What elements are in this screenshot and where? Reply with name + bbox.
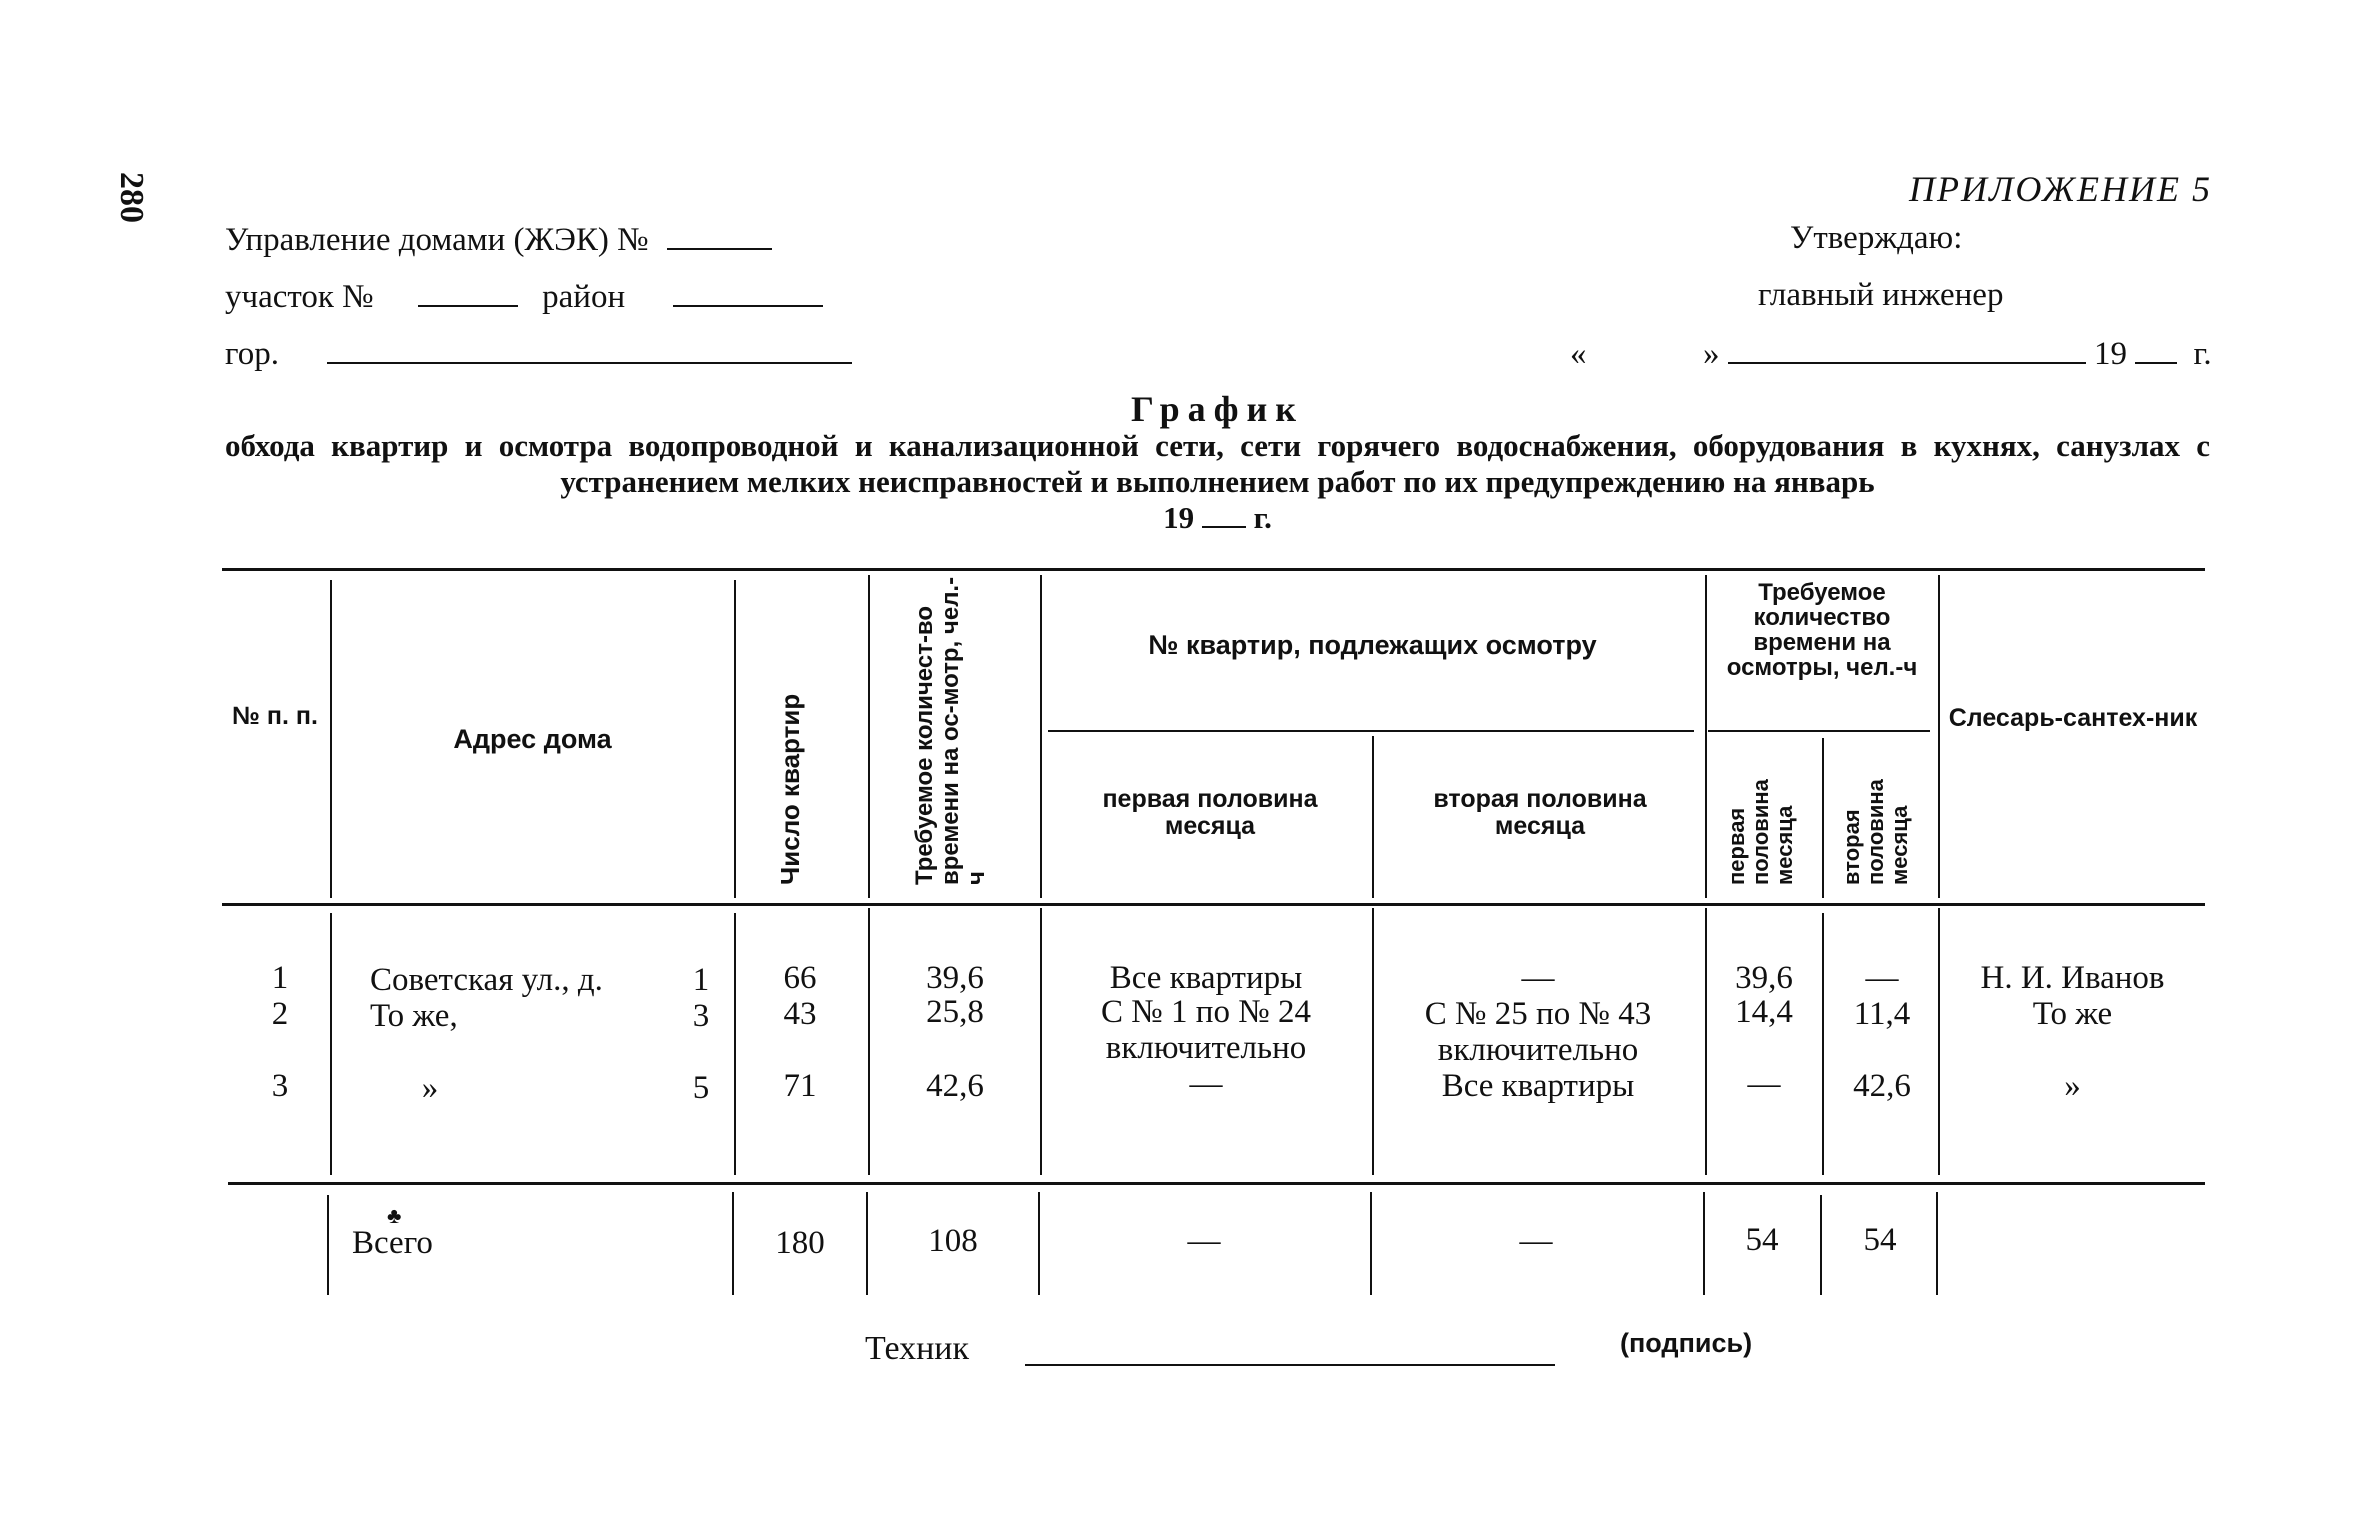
header-divider	[1822, 738, 1824, 898]
approval-year-suffix: г.	[2193, 336, 2212, 372]
body-divider	[868, 908, 870, 1175]
document-title: График	[1130, 389, 1305, 429]
page-number: 280	[113, 172, 150, 223]
approval-year-prefix: 19	[2094, 336, 2127, 372]
header-divider	[330, 580, 332, 898]
body-bottom-rule	[228, 1182, 2205, 1185]
section-label: участок №	[225, 279, 374, 315]
day-space	[1595, 336, 1695, 364]
header-divider	[1040, 575, 1042, 898]
row-second-half: Все квартиры	[1441, 1068, 1635, 1104]
body-divider	[1040, 908, 1042, 1175]
district-blank	[673, 277, 823, 307]
body-divider	[1372, 908, 1374, 1175]
row-time: 25,8	[926, 994, 984, 1030]
document-subtitle-text: обхода квартир и осмотра водопроводной и канализационной сети, сети горячего водоснабжения, оборудования в кухнях, санузлах с устранением мелких неисправностей и выполнением работ по их предупреждению на январь	[225, 428, 2210, 499]
col-header-second-half: вторая половина месяца	[1433, 785, 1647, 840]
approval-label: Утверждаю:	[1790, 220, 1963, 256]
asterisk-mark: ♣	[387, 1203, 402, 1228]
total-divider	[1038, 1192, 1040, 1295]
city-blank	[327, 334, 852, 364]
header-divider	[1372, 736, 1374, 898]
document-subtitle	[225, 428, 2210, 536]
header-divider	[1938, 575, 1940, 898]
title-year-prefix: 19	[1163, 500, 1195, 535]
total-time: 108	[928, 1223, 978, 1259]
col-header-flats: Число квартир	[775, 693, 805, 885]
row-flats: 66	[783, 960, 817, 996]
col-header-plumber: Слесарь-сантех-ник	[1948, 704, 2198, 732]
col-header-first-half: первая половина месяца	[1102, 785, 1318, 840]
row-flats: 71	[783, 1068, 817, 1104]
total-divider	[1703, 1192, 1705, 1295]
body-divider	[734, 913, 736, 1175]
header-divider	[1705, 575, 1707, 898]
row-second-half: —	[1521, 960, 1555, 996]
district-line	[225, 277, 823, 316]
chief-engineer-label: главный инженер	[1758, 277, 2004, 313]
total-divider	[1820, 1195, 1822, 1295]
total-divider	[732, 1192, 734, 1295]
row-plumber: Н. И. Иванов	[1980, 960, 2165, 996]
row-street: Советская ул., д.	[370, 962, 603, 998]
row-first-half: С № 1 по № 24	[1101, 994, 1311, 1030]
housing-office-label: Управление домами (ЖЭК) №	[225, 222, 649, 258]
col-header-time-first: первая половина месяца	[1724, 779, 1797, 885]
title-year-blank	[1202, 500, 1246, 528]
housing-office-number-blank	[667, 220, 772, 250]
month-blank	[1728, 334, 2086, 364]
row-house: 5	[692, 1070, 710, 1106]
row-number: 3	[271, 1068, 289, 1104]
district-label: район	[542, 279, 626, 315]
body-divider	[330, 913, 332, 1175]
time-group-rule	[1708, 730, 1930, 732]
row-first-half-cont: включительно	[1105, 1030, 1307, 1066]
header-divider	[734, 580, 736, 898]
row-time-first: —	[1747, 1066, 1781, 1102]
row-second-half-cont: включительно	[1437, 1032, 1639, 1068]
flats-group-rule	[1048, 730, 1694, 732]
total-divider	[866, 1192, 868, 1295]
row-time-first: 39,6	[1735, 960, 1793, 996]
col-header-time-total: Требуемое количест-во времени на ос-мотр, чел.-ч	[911, 576, 990, 885]
row-time-second: —	[1865, 960, 1899, 996]
row-house: 3	[692, 998, 710, 1034]
col-header-num: № п. п.	[232, 702, 318, 730]
approval-date-line	[1570, 334, 2212, 373]
quote-open: «	[1570, 336, 1587, 372]
approval-year-blank	[2135, 334, 2177, 364]
row-time-first: 14,4	[1735, 994, 1793, 1030]
total-divider	[1370, 1192, 1372, 1295]
row-street: »	[421, 1070, 439, 1106]
body-divider	[1938, 908, 1940, 1175]
row-flats: 43	[783, 996, 817, 1032]
city-line	[225, 334, 852, 373]
technician-signature-line	[1025, 1364, 1555, 1366]
row-number: 2	[271, 996, 289, 1032]
table-top-rule	[222, 568, 2205, 571]
row-street: То же,	[370, 998, 458, 1034]
row-plumber: То же	[2032, 996, 2113, 1032]
total-time-second: 54	[1863, 1222, 1897, 1258]
total-divider	[1936, 1192, 1938, 1295]
appendix-label: ПРИЛОЖЕНИЕ 5	[1909, 169, 2212, 209]
total-time-first: 54	[1745, 1222, 1779, 1258]
title-year-suffix: г.	[1253, 500, 1272, 535]
row-plumber: »	[2064, 1068, 2081, 1104]
col-header-time-second: вторая половина месяца	[1839, 779, 1912, 885]
row-time: 39,6	[926, 960, 984, 996]
total-first-half: —	[1187, 1223, 1221, 1259]
technician-label: Техник	[865, 1330, 970, 1367]
row-time-second: 11,4	[1853, 996, 1911, 1032]
quote-close: »	[1703, 336, 1720, 372]
total-flats: 180	[775, 1225, 825, 1261]
header-divider	[868, 575, 870, 898]
body-divider	[1705, 908, 1707, 1175]
total-label: Всего	[352, 1225, 433, 1261]
housing-office-line	[225, 220, 772, 259]
col-header-time-group: Требуемое количество времени на осмотры, чел.-ч	[1726, 579, 1918, 681]
section-number-blank	[418, 277, 518, 307]
row-first-half: Все квартиры	[1109, 960, 1303, 996]
row-time-second: 42,6	[1853, 1068, 1911, 1104]
header-bottom-rule	[222, 903, 2205, 906]
col-header-flats-group: № квартир, подлежащих осмотру	[1148, 630, 1597, 660]
signature-caption: (подпись)	[1620, 1328, 1753, 1358]
row-number: 1	[271, 960, 289, 996]
row-house: 1	[692, 962, 710, 998]
city-label: гор.	[225, 336, 279, 372]
row-time: 42,6	[926, 1068, 984, 1104]
total-second-half: —	[1519, 1223, 1553, 1259]
body-divider	[1822, 913, 1824, 1175]
total-divider	[327, 1195, 329, 1295]
col-header-address: Адрес дома	[453, 724, 612, 754]
row-second-half: С № 25 по № 43	[1424, 996, 1652, 1032]
row-first-half: —	[1189, 1066, 1223, 1102]
